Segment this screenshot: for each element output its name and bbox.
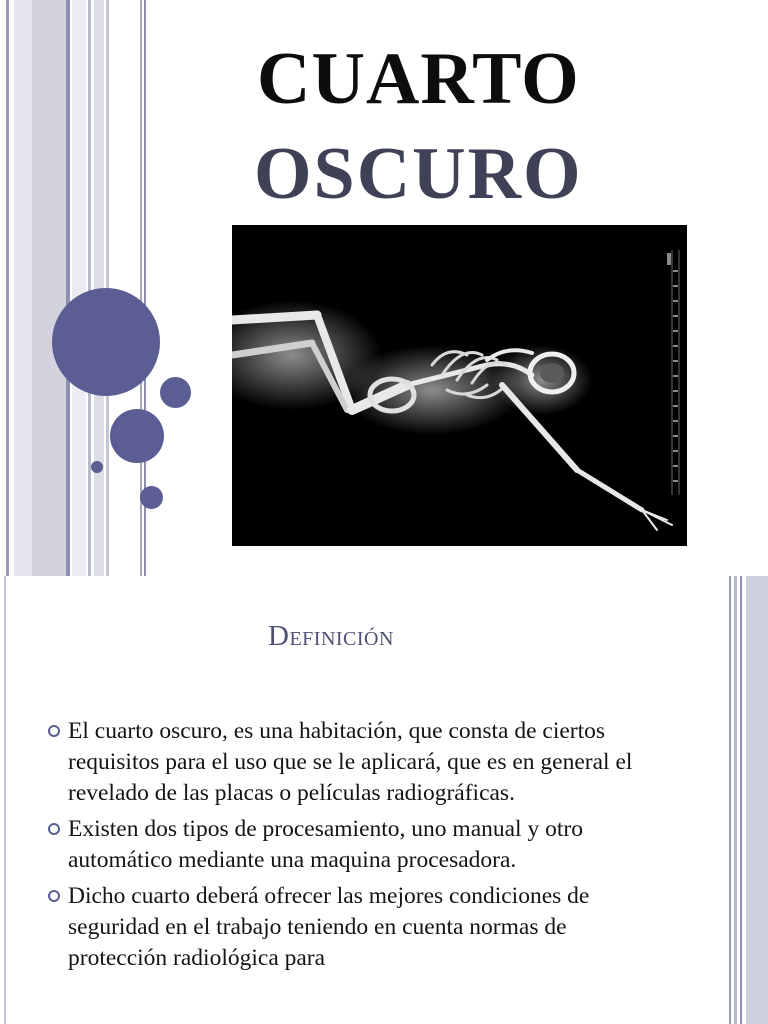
decorative-stripes: [0, 0, 150, 576]
circle-bullet-icon: [48, 890, 60, 902]
decorative-circle-small-bottom: [140, 486, 163, 509]
decorative-circle-large: [52, 288, 160, 396]
decorative-circle-small: [160, 377, 191, 408]
xray-skeleton-image: [232, 225, 687, 546]
decorative-stripe-left: [0, 576, 12, 1024]
decorative-circle-medium: [110, 409, 164, 463]
list-item-text: Existen dos tipos de procesamiento, uno manual y otro automático mediante una maquina procesadora.: [68, 816, 583, 873]
slide-title-line1: CUARTO: [257, 38, 580, 120]
decorative-stripes-right: [728, 576, 768, 1024]
decorative-circle-tiny: [91, 461, 103, 473]
circle-bullet-icon: [48, 823, 60, 835]
circle-bullet-icon: [48, 725, 60, 737]
list-item-text: El cuarto oscuro, es una habitación, que consta de ciertos requisitos para el uso que se le aplicará, que es en general el revelado de las placas o películas radiográficas.: [68, 718, 633, 806]
list-item: [48, 814, 668, 876]
definition-slide: [0, 576, 768, 1024]
list-item: [48, 881, 668, 974]
definition-list: [48, 716, 668, 979]
list-item-text: Dicho cuarto deberá ofrecer las mejores condiciones de seguridad en el trabajo teniendo en cuenta normas de protección radiológica para: [68, 883, 590, 971]
list-item: [48, 716, 668, 809]
section-heading: Definición: [268, 620, 394, 652]
slide-title-line2: OSCURO: [254, 133, 583, 215]
